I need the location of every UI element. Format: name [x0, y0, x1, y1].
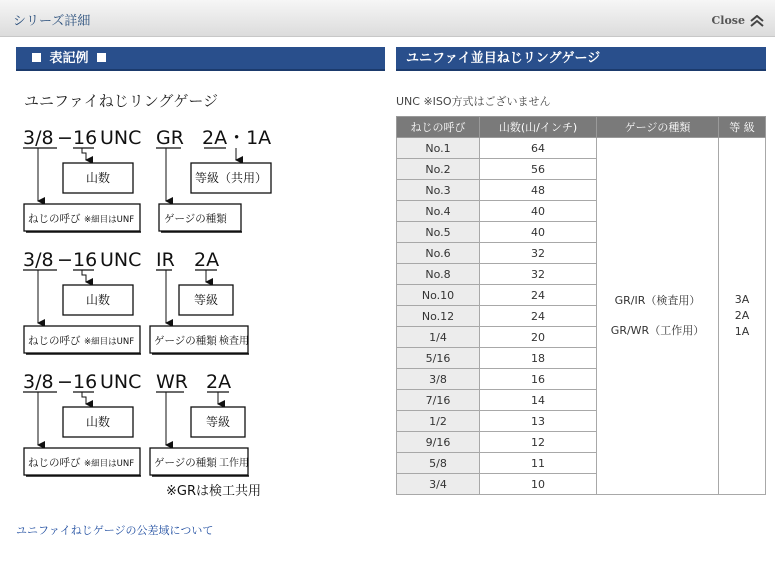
collapse-icon: [749, 15, 765, 27]
cell-thread-name: 1/4: [397, 327, 480, 348]
example-size: 3/8: [23, 127, 54, 149]
grade-item: 1A: [734, 325, 750, 338]
legend-footnote: ※GRは検工共用: [166, 484, 261, 499]
legend-example: [23, 249, 249, 354]
grade-item: 2A: [734, 309, 750, 322]
type-note: 工作用: [219, 458, 249, 469]
gauge-type-item: GR/WR（工作用）: [610, 324, 705, 337]
pitch-label: 山数: [85, 171, 111, 185]
example-pitch: 16: [73, 371, 98, 393]
cell-threads-per-inch: 16: [480, 369, 597, 390]
spec-section-header: [396, 47, 766, 71]
cell-threads-per-inch: 12: [480, 432, 597, 453]
legend-example: [23, 371, 249, 476]
cell-threads-per-inch: 40: [480, 201, 597, 222]
call-note: ※細目はUNF: [84, 459, 135, 469]
close-label: Close: [711, 14, 745, 27]
col-header-threads: 山数(山/インチ): [480, 117, 597, 138]
cell-thread-name: No.12: [397, 306, 480, 327]
col-header-gauge-type: ゲージの種類: [597, 117, 719, 138]
tolerance-link[interactable]: ユニファイねじゲージの公差域について: [16, 524, 214, 537]
example-grade: 2A: [206, 371, 232, 393]
grade-label: 等級: [193, 293, 219, 307]
cell-gauge-types: [597, 138, 719, 495]
pitch-label: 山数: [85, 415, 111, 429]
call-label: ねじの呼び: [28, 335, 81, 347]
example-gauge: GR: [156, 127, 184, 149]
call-label: ねじの呼び: [28, 457, 81, 469]
example-standard: UNC: [100, 249, 142, 271]
cell-threads-per-inch: 40: [480, 222, 597, 243]
col-header-grade: 等 級: [719, 117, 766, 138]
legend-example: [23, 127, 271, 232]
legend-subtitle: ユニファイねじリングゲージ: [24, 92, 219, 110]
cell-threads-per-inch: 24: [480, 306, 597, 327]
cell-thread-name: No.5: [397, 222, 480, 243]
col-header-name: ねじの呼び: [397, 117, 480, 138]
example-standard: UNC: [100, 127, 142, 149]
legend-diagram: [16, 115, 316, 505]
cell-thread-name: No.1: [397, 138, 480, 159]
example-pitch: 16: [73, 249, 98, 271]
cell-threads-per-inch: 32: [480, 243, 597, 264]
example-dash: −: [57, 249, 73, 271]
spec-note: UNC ※ISO方式はございません: [396, 95, 551, 108]
header-bar: [0, 0, 775, 37]
type-label: ゲージの種類: [154, 335, 217, 347]
square-icon: [32, 53, 41, 62]
cell-threads-per-inch: 56: [480, 159, 597, 180]
pitch-label: 山数: [85, 293, 111, 307]
example-gauge: IR: [156, 249, 175, 271]
cell-thread-name: No.3: [397, 180, 480, 201]
cell-grades: [719, 138, 766, 495]
cell-threads-per-inch: 13: [480, 411, 597, 432]
cell-thread-name: 9/16: [397, 432, 480, 453]
cell-thread-name: 5/8: [397, 453, 480, 474]
table-row: [397, 138, 766, 159]
square-icon: [97, 53, 106, 62]
cell-threads-per-inch: 18: [480, 348, 597, 369]
cell-thread-name: 3/4: [397, 474, 480, 495]
spec-table: [396, 116, 766, 495]
example-dash: −: [57, 371, 73, 393]
cell-threads-per-inch: 10: [480, 474, 597, 495]
cell-thread-name: No.10: [397, 285, 480, 306]
cell-threads-per-inch: 32: [480, 264, 597, 285]
legend-section-header: [16, 47, 385, 71]
cell-thread-name: 3/8: [397, 369, 480, 390]
cell-thread-name: No.4: [397, 201, 480, 222]
legend-section-title: 表記例: [49, 51, 89, 66]
cell-threads-per-inch: 24: [480, 285, 597, 306]
call-label: ねじの呼び: [28, 213, 81, 225]
call-note: ※細目はUNF: [84, 215, 135, 225]
spec-section-title: ユニファイ並目ねじリングゲージ: [406, 51, 601, 66]
gauge-type-item: GR/IR（検査用）: [614, 294, 701, 307]
cell-thread-name: 5/16: [397, 348, 480, 369]
example-grade: 2A・1A: [202, 127, 272, 149]
cell-threads-per-inch: 64: [480, 138, 597, 159]
close-button[interactable]: [712, 14, 765, 27]
grade-item: 3A: [734, 293, 750, 306]
cell-thread-name: 7/16: [397, 390, 480, 411]
cell-thread-name: No.2: [397, 159, 480, 180]
example-standard: UNC: [100, 371, 142, 393]
cell-threads-per-inch: 14: [480, 390, 597, 411]
cell-thread-name: No.6: [397, 243, 480, 264]
example-grade: 2A: [194, 249, 220, 271]
example-gauge: WR: [156, 371, 188, 393]
cell-thread-name: No.8: [397, 264, 480, 285]
call-note: ※細目はUNF: [84, 337, 135, 347]
type-label: ゲージの種類: [164, 213, 227, 225]
cell-thread-name: 1/2: [397, 411, 480, 432]
cell-threads-per-inch: 11: [480, 453, 597, 474]
example-size: 3/8: [23, 371, 54, 393]
example-size: 3/8: [23, 249, 54, 271]
example-dash: −: [57, 127, 73, 149]
grade-label: 等級（共用）: [194, 171, 268, 185]
type-label: ゲージの種類: [154, 457, 217, 469]
grade-label: 等級: [205, 415, 231, 429]
cell-threads-per-inch: 20: [480, 327, 597, 348]
cell-threads-per-inch: 48: [480, 180, 597, 201]
type-note: 検査用: [219, 336, 249, 347]
example-pitch: 16: [73, 127, 98, 149]
table-header-row: [397, 117, 766, 138]
page-title: シリーズ詳細: [13, 14, 91, 29]
